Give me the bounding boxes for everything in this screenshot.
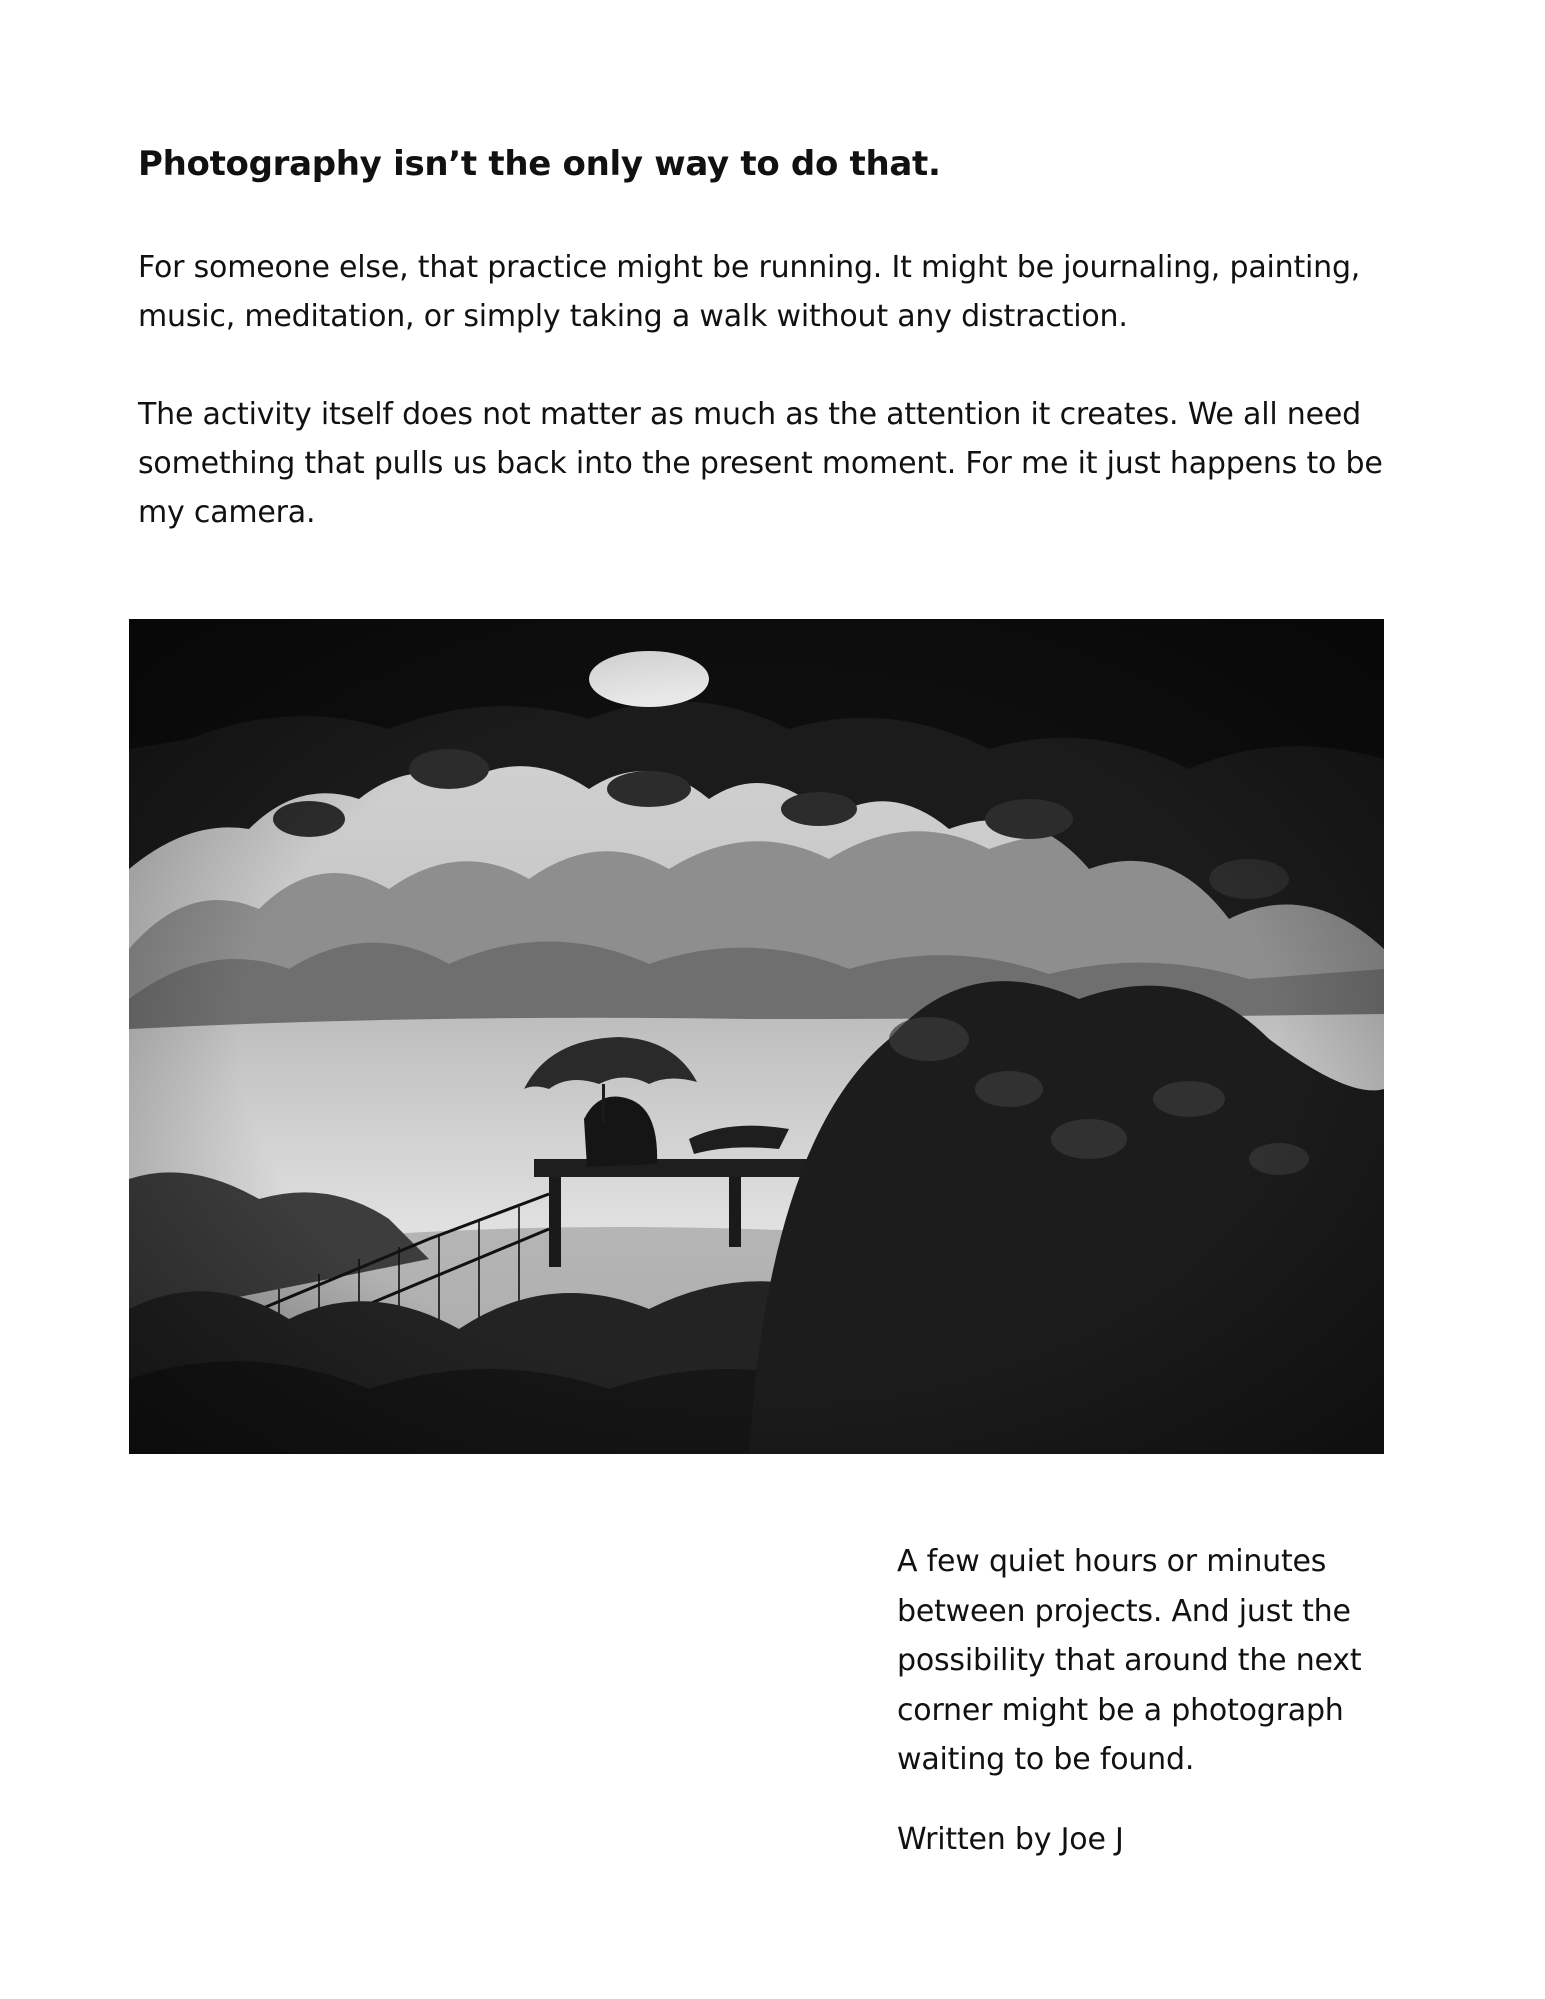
closing-paragraph: A few quiet hours or minutes between projects. And just the possibility that around the next corner might be a photograph waiting to be found.	[897, 1544, 1362, 1777]
section-heading: Photography isn’t the only way to do that.	[138, 144, 941, 184]
photograph-person-with-umbrella-by-lake	[129, 619, 1384, 1454]
body-paragraph: For someone else, that practice might be running. It might be journaling, painting, music, meditation, or simply taking a walk without any distraction.	[138, 250, 1361, 334]
author-byline: Written by Joe J	[897, 1822, 1124, 1857]
body-paragraph: The activity itself does not matter as much as the attention it creates. We all need something that pulls us back into the present moment. For me it just happens to be my camera.	[138, 397, 1383, 530]
